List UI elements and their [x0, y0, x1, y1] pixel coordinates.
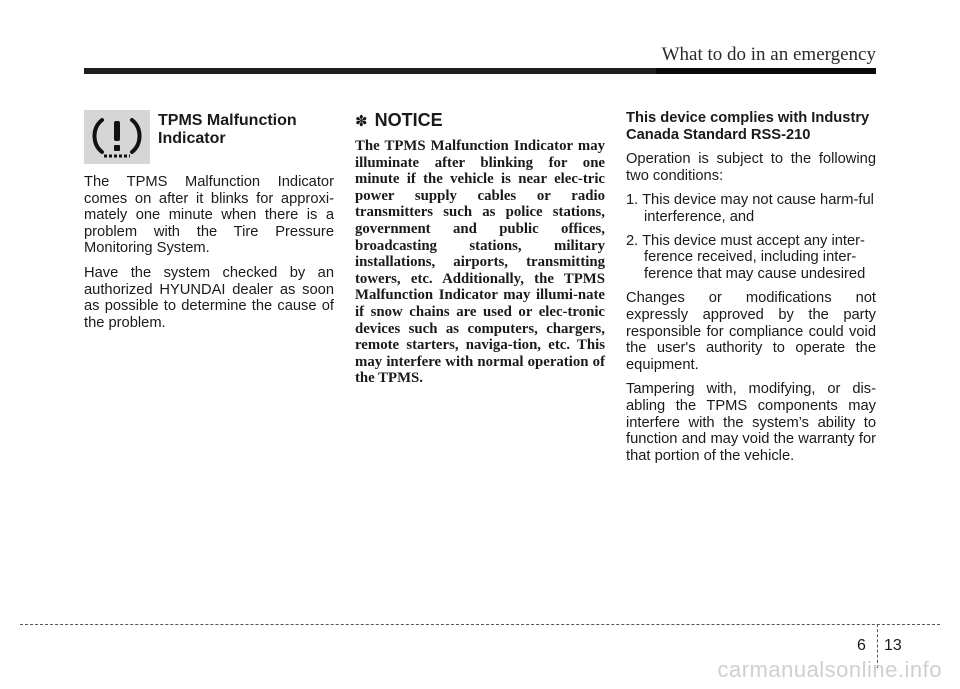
notice-star-icon: ✽ — [355, 113, 368, 130]
list-item: 1. This device may not cause harm-ful interference, and — [626, 192, 874, 225]
column-notice — [355, 110, 605, 387]
chapter-number: 6 — [857, 637, 866, 654]
notice-heading — [355, 110, 605, 132]
compliance-heading: This device complies with Industry Canada Standard RSS-210 — [626, 110, 870, 143]
header-rule — [84, 68, 876, 74]
paragraph: Tampering with, modifying, or dis-abling the TPMS components may interfere with the system’s ability to function and may void the warranty for that portion of the vehicle. — [626, 381, 876, 464]
paragraph: Operation is subject to the following two conditions: — [626, 151, 876, 184]
paragraph: Changes or modifications not expressly approved by the party responsible for compliance could void the user's authority to operate the equipment. — [626, 290, 876, 373]
paragraph: The TPMS Malfunction Indicator comes on after it blinks for approxi-mately one minute when there is a problem with the Tire Pressure Monitoring System. — [84, 174, 334, 257]
column-tpms-indicator — [84, 110, 334, 339]
notice-text: The TPMS Malfunction Indicator may illuminate after blinking for one minute if the vehicle is near elec-tric power supply cables or radio transmitters such as police stations, government and public offices, broadcasting stations, military installations, airports, transmitting towers, etc. Additionally, the TPMS Malfunction Indicator may illumi-nate if snow chains are used or elec-tronic devices such as computers, chargers, remote starters, naviga-tion, etc. This may interfere with normal operation of the TPMS. — [355, 138, 605, 387]
list-item: 2. This device must accept any inter-ference received, including inter-ference that may cause undesired — [626, 232, 866, 282]
watermark: carmanualsonline.info — [717, 657, 942, 682]
footer-rule — [20, 624, 940, 625]
conditions-list — [626, 192, 876, 282]
column-compliance — [626, 110, 876, 472]
page-number: 13 — [884, 637, 902, 654]
notice-title: NOTICE — [374, 110, 443, 130]
paragraph: Have the system checked by an authorized HYUNDAI dealer as soon as possible to determine the cause of the problem. — [84, 264, 334, 331]
section-title: TPMS Malfunction Indicator — [158, 112, 297, 147]
tpms-warning-icon — [84, 110, 150, 164]
header-title: What to do in an emergency — [661, 44, 876, 65]
